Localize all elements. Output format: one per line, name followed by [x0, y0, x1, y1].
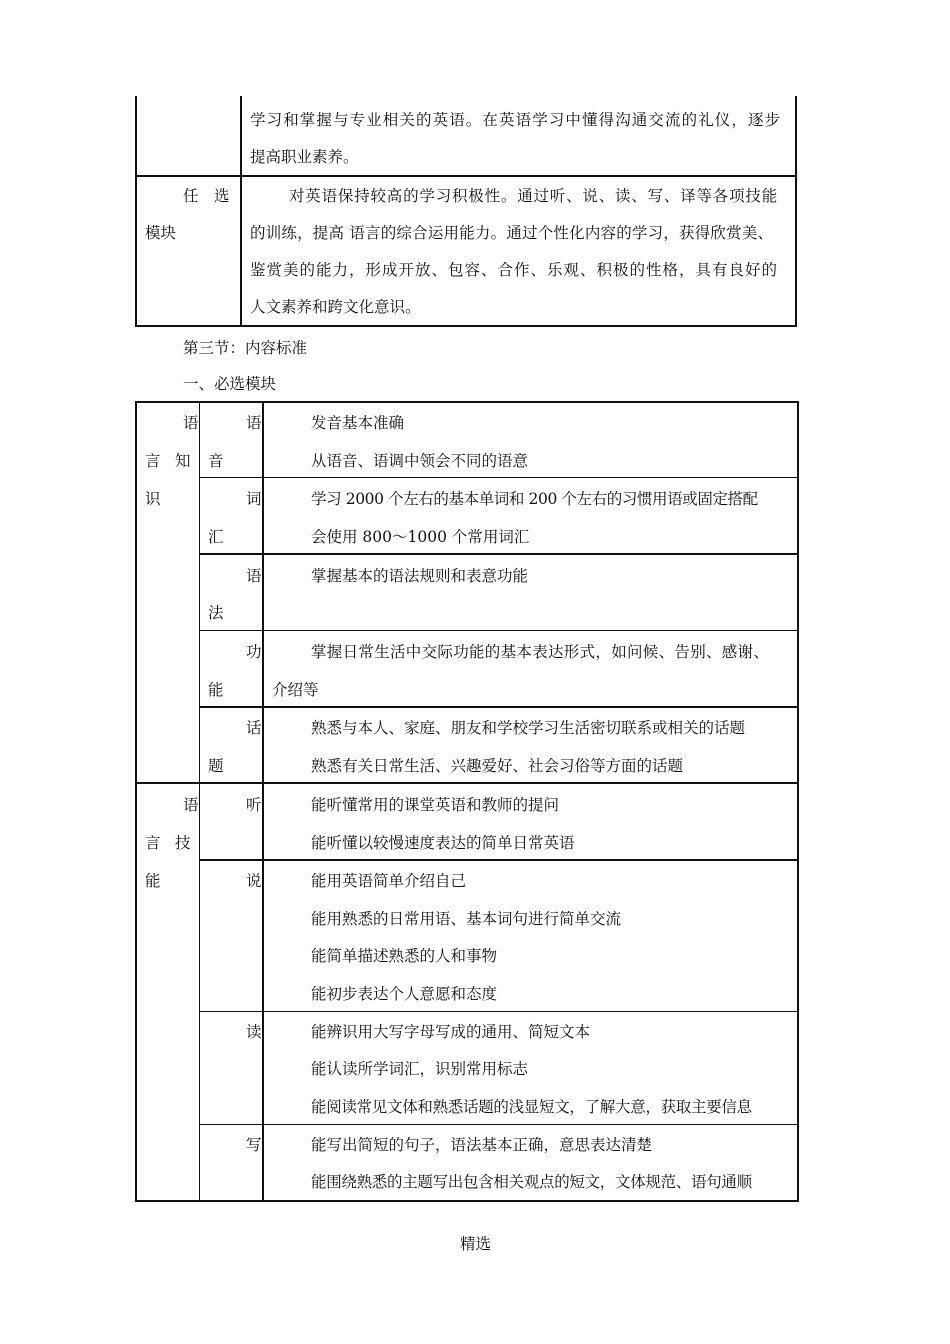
table2-top-border: [135, 401, 799, 403]
function-c2: 能: [208, 681, 224, 699]
row-divider-reading: [199, 1011, 799, 1012]
vocabulary-line2: 会使用 800～1000 个常用词汇: [311, 528, 530, 546]
table2-col2-divider: [262, 401, 264, 1202]
reading-line3: 能阅读常见文体和熟悉话题的浅显短文，了解大意，获取主要信息: [311, 1098, 752, 1116]
table1-row2-label-a: 任: [183, 187, 199, 205]
vocabulary-c1: 词: [246, 490, 262, 508]
row-divider-speaking: [199, 859, 799, 861]
listening-line1: 能听懂常用的课堂英语和教师的提问: [311, 796, 560, 814]
writing-line2: 能围绕熟悉的主题写出包含相关观点的短文，文体规范、语句通顺: [311, 1173, 752, 1191]
table1-row-divider: [135, 175, 797, 177]
speaking-line2: 能用熟悉的日常用语、基本词句进行简单交流: [311, 910, 622, 928]
writing-c1: 写: [246, 1136, 262, 1154]
page-footer: 精选: [460, 1235, 492, 1253]
listening-c1: 听: [246, 796, 262, 814]
table1-divider: [240, 96, 242, 327]
pronunciation-c2: 音: [208, 452, 224, 470]
table2-bottom-border: [135, 1200, 799, 1202]
row-divider-vocab: [199, 477, 799, 478]
speaking-line4: 能初步表达个人意愿和态度: [311, 985, 498, 1003]
vocabulary-c2: 汇: [208, 528, 224, 546]
knowledge-label-3: 识: [145, 490, 161, 508]
group-divider: [135, 782, 799, 784]
speaking-line3: 能简单描述熟悉的人和事物: [311, 947, 498, 965]
row-divider-grammar: [199, 553, 799, 555]
table1-row2-line4: 人文素养和跨文化意识。: [250, 298, 421, 316]
grammar-c2: 法: [208, 604, 224, 622]
reading-line1: 能辨识用大写字母写成的通用、简短文本: [311, 1023, 591, 1041]
table1-row2-label-b: 选: [214, 187, 230, 205]
reading-c1: 读: [246, 1023, 262, 1041]
vocabulary-line1: 学习 2000 个左右的基本单词和 200 个左右的习惯用语或固定搭配: [311, 490, 758, 508]
skills-label-2a: 言: [145, 834, 161, 852]
table1-row2-line3: 鉴赏美的能力，形成开放、包容、合作、乐观、积极的性格，具有良好的: [250, 261, 779, 279]
topic-c2: 题: [208, 757, 224, 775]
row-divider-topic: [199, 706, 799, 708]
sub-heading: 一、必选模块: [183, 375, 277, 393]
grammar-line1: 掌握基本的语法规则和表意功能: [311, 567, 529, 585]
reading-line2: 能认读所学词汇，识别常用标志: [311, 1060, 529, 1078]
skills-label-3: 能: [145, 872, 161, 890]
listening-line2: 能听懂以较慢速度表达的简单日常英语: [311, 834, 575, 852]
speaking-c1: 说: [246, 872, 262, 890]
topic-c1: 话: [246, 719, 262, 737]
table2-left-border: [135, 401, 137, 1202]
table1-row2-line2: 的训练，提高 语言的综合运用能力。通过个性化内容的学习，获得欣赏美、: [250, 224, 774, 242]
skills-label-2b: 技: [175, 834, 191, 852]
speaking-line1: 能用英语简单介绍自己: [311, 872, 467, 890]
row-divider-writing: [199, 1124, 799, 1125]
section-heading: 第三节：内容标准: [183, 339, 308, 357]
table1-row1-line2: 提高职业素养。: [250, 148, 359, 166]
function-c1: 功: [246, 643, 262, 661]
writing-line1: 能写出简短的句子，语法基本正确，意思表达清楚: [311, 1136, 653, 1154]
table1-row2-label-c: 模块: [145, 224, 177, 242]
knowledge-label-2b: 知: [175, 452, 191, 470]
pronunciation-line2: 从语音、语调中领会不同的语意: [311, 452, 529, 470]
table1-row2-line1: 对英语保持较高的学习积极性。通过听、说、读、写、译等各项技能: [289, 187, 779, 205]
pronunciation-line1: 发音基本准确: [311, 414, 405, 432]
table1-bottom-border: [135, 325, 797, 327]
table2-right-border: [797, 401, 799, 1202]
function-line1: 掌握日常生活中交际功能的基本表达形式，如问候、告别、感谢、: [311, 643, 770, 661]
knowledge-label-1: 语: [183, 414, 199, 432]
row-divider-function: [199, 630, 799, 631]
table1-row1-line1: 学习和掌握与专业相关的英语。在英语学习中懂得沟通交流的礼仪，逐步: [250, 111, 782, 129]
topic-line1: 熟悉与本人、家庭、朋友和学校学习生活密切联系或相关的话题: [311, 719, 746, 737]
table2-col1-divider: [199, 401, 200, 1202]
grammar-c1: 语: [246, 567, 262, 585]
table1-left-border: [135, 96, 137, 327]
skills-label-1: 语: [183, 796, 199, 814]
function-line2: 介绍等: [272, 681, 319, 699]
topic-line2: 熟悉有关日常生活、兴趣爱好、社会习俗等方面的话题: [311, 757, 684, 775]
pronunciation-c1: 语: [246, 414, 262, 432]
knowledge-label-2a: 言: [145, 452, 161, 470]
table1-right-border: [795, 96, 797, 327]
